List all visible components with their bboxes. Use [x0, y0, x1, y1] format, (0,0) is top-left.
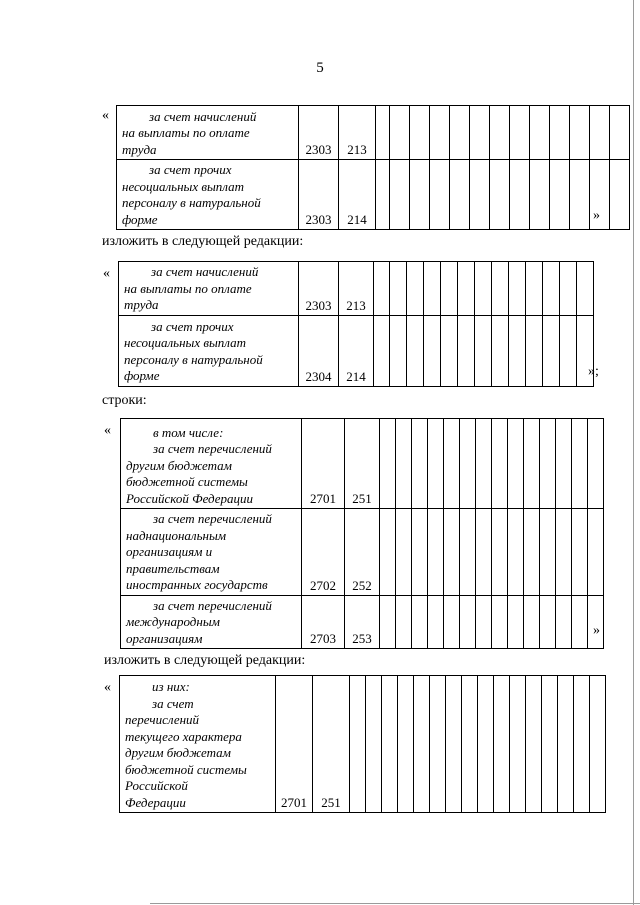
- empty-cell: [430, 676, 446, 813]
- empty-cell: [396, 419, 412, 509]
- empty-cell: [510, 106, 530, 160]
- empty-cell: [376, 160, 390, 230]
- empty-cell: [574, 676, 590, 813]
- scan-edge-bottom: [150, 903, 640, 904]
- table-row: [121, 509, 604, 596]
- empty-cell: [509, 262, 526, 316]
- description-line: труда: [122, 141, 157, 157]
- row-description: [119, 315, 299, 386]
- line-code-cell: 2701: [302, 419, 345, 509]
- description-line: иностранных государств: [126, 577, 268, 592]
- empty-cell: [390, 160, 410, 230]
- closing-quote-semicolon: »;: [588, 364, 599, 379]
- empty-cell: [526, 676, 542, 813]
- row-description: [119, 262, 299, 316]
- table-row: [117, 106, 630, 160]
- description-line: бюджетной системы: [126, 474, 248, 489]
- description-line: форме: [124, 368, 160, 383]
- row-description: [121, 595, 302, 649]
- empty-cell: [450, 160, 470, 230]
- empty-cell: [412, 419, 428, 509]
- description-line: персоналу в натуральной: [122, 195, 261, 210]
- empty-cell: [380, 509, 396, 596]
- empty-cell: [396, 509, 412, 596]
- kosgu-code-cell: 214: [339, 160, 376, 230]
- empty-cell: [428, 419, 444, 509]
- table-revised-1: [118, 261, 594, 387]
- empty-cell: [556, 509, 572, 596]
- description-line: форме: [122, 211, 158, 227]
- empty-cell: [430, 106, 450, 160]
- opening-quote: «: [104, 423, 111, 438]
- empty-cell: [543, 262, 560, 316]
- closing-quote: »: [593, 623, 600, 638]
- empty-cell: [398, 676, 414, 813]
- description-line: бюджетной системы: [125, 761, 247, 777]
- empty-cell: [508, 595, 524, 649]
- opening-quote: «: [103, 266, 110, 281]
- description-line: за счет перечислений: [153, 441, 272, 456]
- empty-cell: [390, 315, 407, 386]
- description-line: правительствам: [126, 560, 220, 576]
- empty-cell: [458, 262, 475, 316]
- description-line: за счет прочих: [151, 318, 234, 334]
- empty-cell: [492, 419, 508, 509]
- empty-cell: [460, 419, 476, 509]
- description-line: другим бюджетам: [126, 457, 232, 473]
- line-code-cell: 2303: [299, 160, 339, 230]
- empty-cell: [476, 595, 492, 649]
- description-line: в том числе:: [153, 424, 224, 440]
- kosgu-code-cell: 251: [345, 419, 380, 509]
- empty-cell: [396, 595, 412, 649]
- table-row: [117, 160, 630, 230]
- empty-cell: [610, 106, 630, 160]
- empty-cell: [560, 315, 577, 386]
- description-line: на выплаты по оплате: [124, 280, 252, 296]
- description-line: другим бюджетам: [125, 745, 231, 760]
- row-description: [117, 160, 299, 230]
- description-line: текущего характера: [125, 728, 242, 744]
- instruction-line-2: изложить в следующей редакции:: [104, 653, 306, 668]
- row-description: [117, 106, 299, 160]
- empty-cell: [510, 676, 526, 813]
- line-code-cell: 2702: [302, 509, 345, 596]
- empty-cell: [444, 419, 460, 509]
- empty-cell: [380, 419, 396, 509]
- empty-cell: [428, 595, 444, 649]
- empty-cell: [524, 595, 540, 649]
- kosgu-code-cell: 213: [339, 262, 374, 316]
- table-original-1: [116, 105, 630, 230]
- row-description: [120, 676, 276, 813]
- empty-cell: [470, 106, 490, 160]
- empty-cell: [526, 315, 543, 386]
- empty-cell: [590, 106, 610, 160]
- empty-cell: [424, 262, 441, 316]
- empty-cell: [446, 676, 462, 813]
- empty-cell: [475, 262, 492, 316]
- empty-cell: [382, 676, 398, 813]
- empty-cell: [428, 509, 444, 596]
- opening-quote: «: [102, 108, 109, 123]
- empty-cell: [450, 106, 470, 160]
- description-line: персоналу в натуральной: [124, 351, 263, 367]
- description-line: труда: [124, 297, 159, 312]
- empty-cell: [556, 419, 572, 509]
- scan-edge-right: [633, 0, 634, 905]
- empty-cell: [350, 676, 366, 813]
- rows-label: строки:: [102, 393, 147, 408]
- empty-cell: [490, 106, 510, 160]
- empty-cell: [374, 315, 390, 386]
- empty-cell: [460, 509, 476, 596]
- empty-cell: [509, 315, 526, 386]
- empty-cell: [550, 160, 570, 230]
- empty-cell: [540, 419, 556, 509]
- table-row: [121, 595, 604, 649]
- empty-cell: [530, 160, 550, 230]
- empty-cell: [424, 315, 441, 386]
- empty-cell: [494, 676, 510, 813]
- description-line: несоциальных выплат: [122, 178, 245, 194]
- description-line: перечислений: [125, 712, 200, 727]
- empty-cell: [390, 262, 407, 316]
- description-line: Федерации: [125, 794, 186, 810]
- empty-cell: [556, 595, 572, 649]
- empty-cell: [524, 509, 540, 596]
- empty-cell: [444, 509, 460, 596]
- empty-cell: [430, 160, 450, 230]
- empty-cell: [510, 160, 530, 230]
- empty-cell: [540, 595, 556, 649]
- empty-cell: [588, 509, 604, 596]
- empty-cell: [590, 676, 606, 813]
- kosgu-code-cell: 251: [313, 676, 350, 813]
- empty-cell: [476, 509, 492, 596]
- empty-cell: [577, 262, 594, 316]
- empty-cell: [572, 595, 588, 649]
- row-description: [121, 509, 302, 596]
- empty-cell: [570, 160, 590, 230]
- empty-cell: [588, 419, 604, 509]
- empty-cell: [508, 509, 524, 596]
- description-line: за счет: [152, 695, 194, 711]
- description-line: за счет прочих: [149, 162, 232, 177]
- empty-cell: [376, 106, 390, 160]
- empty-cell: [508, 419, 524, 509]
- empty-cell: [558, 676, 574, 813]
- empty-cell: [470, 160, 490, 230]
- empty-cell: [476, 419, 492, 509]
- empty-cell: [492, 262, 509, 316]
- empty-cell: [610, 160, 630, 230]
- empty-cell: [374, 262, 390, 316]
- line-code-cell: 2703: [302, 595, 345, 649]
- description-line: за счет начислений: [151, 264, 259, 279]
- description-line: Российской Федерации: [126, 490, 254, 506]
- empty-cell: [412, 595, 428, 649]
- empty-cell: [462, 676, 478, 813]
- empty-cell: [414, 676, 430, 813]
- empty-cell: [550, 106, 570, 160]
- kosgu-code-cell: 214: [339, 315, 374, 386]
- instruction-line-1: изложить в следующей редакции:: [102, 234, 304, 249]
- description-line: за счет начислений: [149, 108, 257, 124]
- description-line: организациям: [126, 630, 203, 646]
- description-line: из них:: [152, 679, 190, 694]
- table-row: [120, 676, 606, 813]
- empty-cell: [492, 315, 509, 386]
- description-line: несоциальных выплат: [124, 335, 247, 350]
- kosgu-code-cell: 252: [345, 509, 380, 596]
- empty-cell: [380, 595, 396, 649]
- table-row: [119, 262, 594, 316]
- line-code-cell: 2304: [299, 315, 339, 386]
- table-row: [119, 315, 594, 386]
- empty-cell: [460, 595, 476, 649]
- empty-cell: [543, 315, 560, 386]
- empty-cell: [572, 509, 588, 596]
- empty-cell: [490, 160, 510, 230]
- line-code-cell: 2701: [276, 676, 313, 813]
- empty-cell: [524, 419, 540, 509]
- empty-cell: [478, 676, 494, 813]
- closing-quote: »: [593, 208, 600, 223]
- empty-cell: [366, 676, 382, 813]
- table-row: [121, 419, 604, 509]
- empty-cell: [475, 315, 492, 386]
- empty-cell: [560, 262, 577, 316]
- empty-cell: [441, 315, 458, 386]
- empty-cell: [530, 106, 550, 160]
- empty-cell: [492, 509, 508, 596]
- empty-cell: [570, 106, 590, 160]
- description-line: наднациональным: [126, 527, 227, 543]
- description-line: на выплаты по оплате: [122, 125, 250, 140]
- empty-cell: [588, 595, 604, 649]
- table-revised-2: [119, 675, 606, 813]
- page-number: 5: [316, 60, 324, 76]
- opening-quote: «: [104, 680, 111, 695]
- kosgu-code-cell: 213: [339, 106, 376, 160]
- line-code-cell: 2303: [299, 262, 339, 316]
- empty-cell: [441, 262, 458, 316]
- kosgu-code-cell: 253: [345, 595, 380, 649]
- empty-cell: [407, 262, 424, 316]
- empty-cell: [444, 595, 460, 649]
- empty-cell: [412, 509, 428, 596]
- description-line: международным: [126, 614, 220, 629]
- empty-cell: [390, 106, 410, 160]
- description-line: за счет перечислений: [153, 511, 272, 526]
- description-line: за счет перечислений: [153, 597, 272, 613]
- row-description: [121, 419, 302, 509]
- empty-cell: [540, 509, 556, 596]
- empty-cell: [407, 315, 424, 386]
- empty-cell: [542, 676, 558, 813]
- empty-cell: [410, 160, 430, 230]
- table-original-2: [120, 418, 604, 649]
- description-line: организациям и: [126, 544, 213, 559]
- description-line: Российской: [125, 778, 188, 793]
- empty-cell: [492, 595, 508, 649]
- line-code-cell: 2303: [299, 106, 339, 160]
- empty-cell: [458, 315, 475, 386]
- empty-cell: [410, 106, 430, 160]
- empty-cell: [572, 419, 588, 509]
- empty-cell: [526, 262, 543, 316]
